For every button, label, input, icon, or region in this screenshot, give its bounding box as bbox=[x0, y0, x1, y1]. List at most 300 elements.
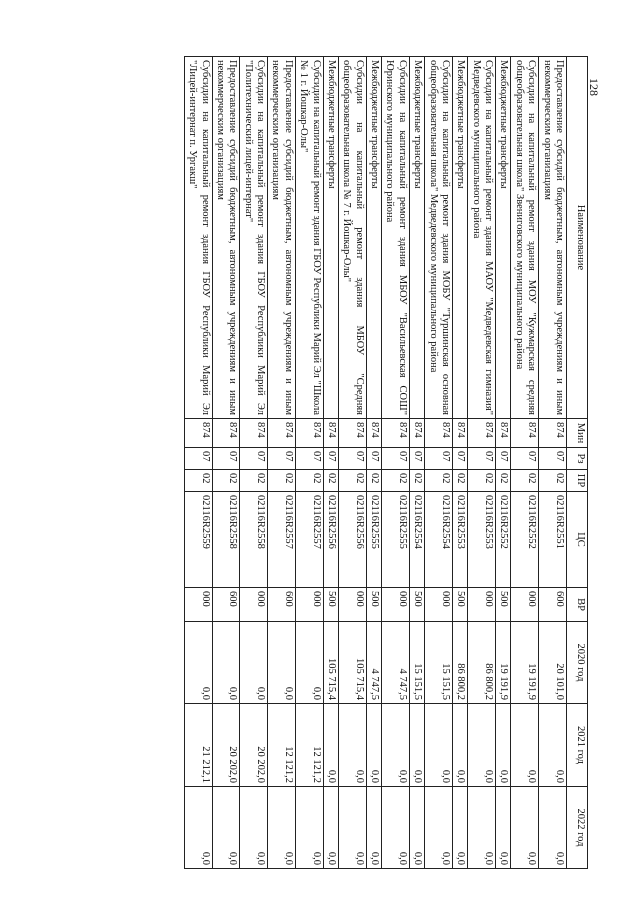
cell-rz-value: 07 bbox=[498, 451, 510, 462]
cell-vr-value: 500 bbox=[412, 591, 424, 607]
cell-name: Субсидии на капитальный ремонт здания ГБОУ Республики Марий Эл "Школа № 1 г. Йошкар-Олы" bbox=[295, 57, 323, 419]
cell-2021-value: 21 212,1 bbox=[199, 746, 211, 783]
cell-2022 bbox=[511, 787, 539, 869]
cell-min-value: 874 bbox=[282, 422, 294, 438]
cell-min-value: 874 bbox=[554, 422, 565, 438]
table-row bbox=[240, 57, 268, 869]
cell-pr bbox=[268, 470, 296, 492]
cell-2022-value: 0,0 bbox=[483, 851, 495, 865]
cell-vr bbox=[453, 588, 468, 622]
cell-2022-value: 0,0 bbox=[353, 851, 365, 865]
cell-cs-value: 02116R2553 bbox=[455, 495, 467, 549]
cell-min bbox=[323, 419, 338, 448]
col-header-cs: ЦС bbox=[567, 492, 588, 588]
cell-min bbox=[240, 419, 268, 448]
cell-pr bbox=[453, 470, 468, 492]
cell-rz bbox=[382, 448, 410, 470]
cell-2020 bbox=[323, 622, 338, 704]
cell-min bbox=[339, 419, 367, 448]
cell-rz-value: 07 bbox=[199, 451, 211, 462]
cell-min bbox=[212, 419, 240, 448]
cell-2021-value: 0,0 bbox=[455, 769, 467, 783]
cell-2020-value: 86 800,2 bbox=[455, 663, 467, 700]
cell-2021-value: 0,0 bbox=[440, 769, 451, 783]
cell-2022 bbox=[425, 787, 453, 869]
cell-2020-value: 0,0 bbox=[199, 686, 211, 700]
cell-2021 bbox=[268, 704, 296, 787]
cell-cs-value: 02116R2555 bbox=[396, 495, 408, 549]
cell-name: Межбюджетные трансферты bbox=[366, 57, 381, 419]
cell-pr-value: 02 bbox=[396, 473, 408, 484]
cell-min-value: 874 bbox=[227, 422, 239, 438]
col-header-vr: ВР bbox=[567, 588, 588, 622]
cell-vr-value: 000 bbox=[396, 591, 408, 607]
cell-rz-value: 07 bbox=[326, 451, 337, 462]
table-row bbox=[323, 57, 338, 869]
cell-rz-value: 07 bbox=[310, 451, 322, 462]
cell-min bbox=[295, 419, 323, 448]
cell-2020 bbox=[425, 622, 453, 704]
cell-rz bbox=[339, 448, 367, 470]
cell-vr-value: 600 bbox=[227, 591, 239, 607]
cell-pr bbox=[212, 470, 240, 492]
cell-name: Субсидии на капитальный ремонт здания МАОУ "Медведевская гимназия" Медведевского муниципального района bbox=[468, 57, 496, 419]
cell-pr-value: 02 bbox=[455, 473, 467, 484]
cell-2022-value: 0,0 bbox=[396, 851, 408, 865]
cell-cs bbox=[382, 492, 410, 588]
cell-pr bbox=[240, 470, 268, 492]
cell-2021 bbox=[184, 704, 212, 787]
cell-rz bbox=[511, 448, 539, 470]
table-row bbox=[212, 57, 240, 869]
cell-vr-value: 000 bbox=[440, 591, 451, 607]
cell-name: Субсидии на капитальный ремонт здания МОБУ "Туршинская основная общеобразовательная школа" Медведевского муниципального района bbox=[425, 57, 453, 419]
cell-vr-value: 000 bbox=[483, 591, 495, 607]
cell-pr-value: 02 bbox=[440, 473, 451, 484]
cell-cs bbox=[539, 492, 567, 588]
cell-2022 bbox=[453, 787, 468, 869]
cell-2021 bbox=[366, 704, 381, 787]
cell-min bbox=[468, 419, 496, 448]
cell-2020 bbox=[511, 622, 539, 704]
cell-cs-value: 02116R2556 bbox=[353, 495, 365, 549]
table-row bbox=[366, 57, 381, 869]
cell-rz bbox=[425, 448, 453, 470]
cell-min bbox=[366, 419, 381, 448]
cell-2020 bbox=[212, 622, 240, 704]
cell-vr bbox=[511, 588, 539, 622]
cell-pr-value: 02 bbox=[199, 473, 211, 484]
table-body bbox=[184, 57, 566, 869]
cell-2022-value: 0,0 bbox=[199, 851, 211, 865]
cell-vr bbox=[240, 588, 268, 622]
cell-vr bbox=[409, 588, 424, 622]
cell-pr-value: 02 bbox=[326, 473, 337, 484]
cell-2020-value: 105 715,4 bbox=[353, 658, 365, 700]
cell-pr-value: 02 bbox=[526, 473, 538, 484]
cell-cs bbox=[212, 492, 240, 588]
cell-2022 bbox=[496, 787, 511, 869]
cell-vr bbox=[184, 588, 212, 622]
cell-2020-value: 0,0 bbox=[282, 686, 294, 700]
cell-2021-value: 0,0 bbox=[526, 769, 538, 783]
cell-2020 bbox=[453, 622, 468, 704]
cell-min-value: 874 bbox=[353, 422, 365, 438]
cell-rz bbox=[212, 448, 240, 470]
cell-2021 bbox=[382, 704, 410, 787]
cell-2021 bbox=[425, 704, 453, 787]
cell-2022-value: 0,0 bbox=[326, 851, 337, 865]
cell-2021-value: 0,0 bbox=[326, 769, 337, 783]
cell-2022 bbox=[212, 787, 240, 869]
cell-cs bbox=[295, 492, 323, 588]
cell-rz bbox=[409, 448, 424, 470]
cell-name: Субсидии на капитальный ремонт здания ГБОУ Республики Марий Эл "Лицей-интернат п. Ургакш" bbox=[184, 57, 212, 419]
cell-2020 bbox=[468, 622, 496, 704]
table-row bbox=[539, 57, 567, 869]
table-row bbox=[425, 57, 453, 869]
cell-2020-value: 0,0 bbox=[310, 686, 322, 700]
cell-cs-value: 02116R2551 bbox=[554, 495, 565, 549]
cell-min-value: 874 bbox=[326, 422, 337, 438]
cell-2022 bbox=[339, 787, 367, 869]
cell-2021-value: 0,0 bbox=[483, 769, 495, 783]
cell-cs bbox=[453, 492, 468, 588]
cell-vr-value: 000 bbox=[526, 591, 538, 607]
cell-rz-value: 07 bbox=[353, 451, 365, 462]
cell-2021 bbox=[295, 704, 323, 787]
cell-min-value: 874 bbox=[310, 422, 322, 438]
cell-vr bbox=[212, 588, 240, 622]
cell-pr bbox=[366, 470, 381, 492]
cell-pr-value: 02 bbox=[498, 473, 510, 484]
cell-min-value: 874 bbox=[396, 422, 408, 438]
cell-min-value: 874 bbox=[455, 422, 467, 438]
cell-rz bbox=[295, 448, 323, 470]
cell-name: Субсидии на капитальный ремонт здания МБОУ "Васильевская СОШ" Юринского муниципального района bbox=[382, 57, 410, 419]
budget-table bbox=[184, 56, 588, 869]
cell-rz bbox=[539, 448, 567, 470]
cell-2020-value: 4 747,5 bbox=[369, 668, 381, 700]
cell-vr-value: 500 bbox=[369, 591, 381, 607]
cell-name: Межбюджетные трансферты bbox=[496, 57, 511, 419]
col-header-2020: 2020 год bbox=[567, 622, 588, 704]
cell-vr bbox=[496, 588, 511, 622]
cell-pr bbox=[339, 470, 367, 492]
cell-2022 bbox=[323, 787, 338, 869]
cell-min bbox=[425, 419, 453, 448]
cell-name: Предоставление субсидий бюджетным, автономным учреждениям и иным некоммерческим организациям bbox=[268, 57, 296, 419]
cell-cs bbox=[425, 492, 453, 588]
cell-2020 bbox=[366, 622, 381, 704]
cell-cs-value: 02116R2552 bbox=[498, 495, 510, 549]
cell-name: Предоставление субсидий бюджетным, автономным учреждениям и иным некоммерческим организациям bbox=[539, 57, 567, 419]
cell-cs-value: 02116R2557 bbox=[282, 495, 294, 549]
table-row bbox=[295, 57, 323, 869]
cell-rz-value: 07 bbox=[554, 451, 565, 462]
cell-name: Межбюджетные трансферты bbox=[453, 57, 468, 419]
cell-name: Предоставление субсидий бюджетным, автономным учреждениям и иным некоммерческим организациям bbox=[212, 57, 240, 419]
cell-2020-value: 20 101,0 bbox=[554, 663, 565, 700]
cell-rz-value: 07 bbox=[455, 451, 467, 462]
cell-2020 bbox=[184, 622, 212, 704]
cell-cs-value: 02116R2555 bbox=[369, 495, 381, 549]
cell-2020-value: 15 151,5 bbox=[440, 663, 451, 700]
cell-2022-value: 0,0 bbox=[526, 851, 538, 865]
page-number: 128 bbox=[587, 78, 601, 96]
cell-pr-value: 02 bbox=[353, 473, 365, 484]
cell-2021-value: 0,0 bbox=[396, 769, 408, 783]
cell-min-value: 874 bbox=[498, 422, 510, 438]
cell-min-value: 874 bbox=[412, 422, 424, 438]
cell-2022-value: 0,0 bbox=[227, 851, 239, 865]
cell-vr-value: 500 bbox=[498, 591, 510, 607]
cell-pr bbox=[496, 470, 511, 492]
cell-vr-value: 500 bbox=[326, 591, 337, 607]
cell-cs-value: 02116R2554 bbox=[412, 495, 424, 549]
cell-2022-value: 0,0 bbox=[255, 851, 267, 865]
cell-2022-value: 0,0 bbox=[440, 851, 451, 865]
cell-pr bbox=[468, 470, 496, 492]
cell-2020 bbox=[539, 622, 567, 704]
cell-pr-value: 02 bbox=[412, 473, 424, 484]
cell-2022 bbox=[409, 787, 424, 869]
cell-pr bbox=[539, 470, 567, 492]
cell-cs bbox=[511, 492, 539, 588]
cell-2022-value: 0,0 bbox=[369, 851, 381, 865]
cell-vr-value: 000 bbox=[353, 591, 365, 607]
cell-2020-value: 86 800,2 bbox=[483, 663, 495, 700]
cell-cs bbox=[468, 492, 496, 588]
cell-cs-value: 02116R2554 bbox=[440, 495, 451, 549]
col-header-min: Мин bbox=[567, 419, 588, 448]
cell-2021-value: 0,0 bbox=[353, 769, 365, 783]
cell-rz bbox=[468, 448, 496, 470]
cell-2021 bbox=[468, 704, 496, 787]
cell-rz bbox=[323, 448, 338, 470]
cell-rz bbox=[268, 448, 296, 470]
cell-2021 bbox=[339, 704, 367, 787]
cell-2020 bbox=[295, 622, 323, 704]
cell-vr bbox=[295, 588, 323, 622]
cell-vr bbox=[339, 588, 367, 622]
cell-min-value: 874 bbox=[440, 422, 451, 438]
cell-2021 bbox=[511, 704, 539, 787]
cell-name: Межбюджетные трансферты bbox=[323, 57, 338, 419]
cell-rz-value: 07 bbox=[412, 451, 424, 462]
cell-2021 bbox=[240, 704, 268, 787]
cell-min bbox=[268, 419, 296, 448]
cell-min-value: 874 bbox=[199, 422, 211, 438]
cell-cs bbox=[240, 492, 268, 588]
cell-2022 bbox=[366, 787, 381, 869]
cell-2021-value: 0,0 bbox=[369, 769, 381, 783]
cell-min-value: 874 bbox=[369, 422, 381, 438]
cell-2021 bbox=[453, 704, 468, 787]
cell-min bbox=[496, 419, 511, 448]
cell-vr bbox=[468, 588, 496, 622]
cell-2021-value: 12 121,2 bbox=[282, 746, 294, 783]
cell-cs-value: 02116R2559 bbox=[199, 495, 211, 549]
cell-2022 bbox=[539, 787, 567, 869]
cell-2020-value: 105 715,4 bbox=[326, 658, 337, 700]
cell-vr-value: 000 bbox=[255, 591, 267, 607]
table-row bbox=[382, 57, 410, 869]
cell-pr bbox=[323, 470, 338, 492]
cell-2022 bbox=[184, 787, 212, 869]
cell-2020 bbox=[240, 622, 268, 704]
cell-cs-value: 02116R2558 bbox=[255, 495, 267, 549]
cell-2022 bbox=[268, 787, 296, 869]
cell-pr-value: 02 bbox=[483, 473, 495, 484]
cell-2022-value: 0,0 bbox=[498, 851, 510, 865]
cell-cs-value: 02116R2553 bbox=[483, 495, 495, 549]
cell-2020 bbox=[268, 622, 296, 704]
col-header-name: Наименование bbox=[567, 57, 588, 419]
cell-vr bbox=[366, 588, 381, 622]
col-header-2022: 2022 год bbox=[567, 787, 588, 869]
table-row bbox=[409, 57, 424, 869]
table-row bbox=[268, 57, 296, 869]
cell-2022 bbox=[382, 787, 410, 869]
cell-2022-value: 0,0 bbox=[554, 851, 565, 865]
cell-vr bbox=[268, 588, 296, 622]
cell-rz bbox=[366, 448, 381, 470]
cell-min bbox=[184, 419, 212, 448]
cell-pr bbox=[295, 470, 323, 492]
cell-pr bbox=[184, 470, 212, 492]
cell-2022-value: 0,0 bbox=[282, 851, 294, 865]
cell-2020-value: 19 191,9 bbox=[498, 663, 510, 700]
cell-vr-value: 500 bbox=[455, 591, 467, 607]
cell-pr-value: 02 bbox=[227, 473, 239, 484]
cell-pr bbox=[425, 470, 453, 492]
cell-rz-value: 07 bbox=[396, 451, 408, 462]
cell-cs bbox=[409, 492, 424, 588]
cell-pr-value: 02 bbox=[310, 473, 322, 484]
cell-2020-value: 19 191,9 bbox=[526, 663, 538, 700]
cell-2020 bbox=[409, 622, 424, 704]
cell-rz bbox=[184, 448, 212, 470]
cell-vr-value: 600 bbox=[554, 591, 565, 607]
cell-vr-value: 600 bbox=[282, 591, 294, 607]
table-row bbox=[468, 57, 496, 869]
cell-2021 bbox=[539, 704, 567, 787]
table-row bbox=[496, 57, 511, 869]
cell-2022-value: 0,0 bbox=[455, 851, 467, 865]
cell-2021 bbox=[496, 704, 511, 787]
cell-vr bbox=[382, 588, 410, 622]
cell-min bbox=[453, 419, 468, 448]
table-row bbox=[453, 57, 468, 869]
cell-cs bbox=[268, 492, 296, 588]
cell-pr-value: 02 bbox=[369, 473, 381, 484]
cell-2021-value: 20 202,0 bbox=[255, 746, 267, 783]
cell-2021-value: 0,0 bbox=[412, 769, 424, 783]
cell-pr bbox=[409, 470, 424, 492]
cell-min-value: 874 bbox=[526, 422, 538, 438]
cell-min bbox=[539, 419, 567, 448]
cell-2021 bbox=[212, 704, 240, 787]
cell-rz bbox=[453, 448, 468, 470]
cell-name: Субсидии на капитальный ремонт здания МОУ "Кужмарская средняя общеобразовательная школа" Звениговского муниципального района bbox=[511, 57, 539, 419]
cell-cs-value: 02116R2552 bbox=[526, 495, 538, 549]
cell-rz-value: 07 bbox=[369, 451, 381, 462]
cell-2022 bbox=[295, 787, 323, 869]
cell-pr-value: 02 bbox=[554, 473, 565, 484]
cell-cs bbox=[323, 492, 338, 588]
cell-2021-value: 12 121,2 bbox=[310, 746, 322, 783]
table-row bbox=[184, 57, 212, 869]
col-header-pr: ПР bbox=[567, 470, 588, 492]
cell-cs-value: 02116R2556 bbox=[326, 495, 337, 549]
cell-pr bbox=[382, 470, 410, 492]
cell-2020-value: 0,0 bbox=[255, 686, 267, 700]
cell-vr-value: 000 bbox=[310, 591, 322, 607]
cell-name: Субсидии на капитальный ремонт здания ГБОУ Республики Марий Эл "Политехнический лицей-интернат" bbox=[240, 57, 268, 419]
cell-2020-value: 0,0 bbox=[227, 686, 239, 700]
cell-vr bbox=[425, 588, 453, 622]
rotated-page bbox=[92, 56, 588, 868]
table-row bbox=[339, 57, 367, 869]
cell-vr bbox=[323, 588, 338, 622]
cell-2020 bbox=[496, 622, 511, 704]
cell-rz bbox=[496, 448, 511, 470]
cell-vr bbox=[539, 588, 567, 622]
cell-2020-value: 15 151,5 bbox=[412, 663, 424, 700]
cell-cs bbox=[496, 492, 511, 588]
cell-rz-value: 07 bbox=[526, 451, 538, 462]
cell-2021-value: 20 202,0 bbox=[227, 746, 239, 783]
cell-2022 bbox=[240, 787, 268, 869]
cell-pr bbox=[511, 470, 539, 492]
cell-rz-value: 07 bbox=[440, 451, 451, 462]
cell-name: Межбюджетные трансферты bbox=[409, 57, 424, 419]
cell-cs bbox=[339, 492, 367, 588]
col-header-2021: 2021 год bbox=[567, 704, 588, 787]
cell-2020 bbox=[382, 622, 410, 704]
cell-pr-value: 02 bbox=[255, 473, 267, 484]
cell-2021-value: 0,0 bbox=[498, 769, 510, 783]
cell-min bbox=[511, 419, 539, 448]
cell-cs bbox=[184, 492, 212, 588]
cell-rz bbox=[240, 448, 268, 470]
table-row bbox=[511, 57, 539, 869]
cell-pr-value: 02 bbox=[282, 473, 294, 484]
cell-2020-value: 4 747,5 bbox=[396, 668, 408, 700]
cell-min bbox=[382, 419, 410, 448]
cell-2020 bbox=[339, 622, 367, 704]
cell-2022-value: 0,0 bbox=[310, 851, 322, 865]
table-header-row bbox=[567, 57, 588, 869]
cell-2021-value: 0,0 bbox=[554, 769, 565, 783]
cell-2021 bbox=[323, 704, 338, 787]
cell-rz-value: 07 bbox=[227, 451, 239, 462]
cell-min-value: 874 bbox=[255, 422, 267, 438]
cell-name: Субсидии на капитальный ремонт здания МБОУ "Средняя общеобразовательная школа № 7 г. Йошкар-Олы" bbox=[339, 57, 367, 419]
cell-min-value: 874 bbox=[483, 422, 495, 438]
cell-2021 bbox=[409, 704, 424, 787]
cell-cs-value: 02116R2558 bbox=[227, 495, 239, 549]
cell-rz-value: 07 bbox=[255, 451, 267, 462]
cell-cs-value: 02116R2557 bbox=[310, 495, 322, 549]
cell-2022-value: 0,0 bbox=[412, 851, 424, 865]
cell-cs bbox=[366, 492, 381, 588]
cell-2022 bbox=[468, 787, 496, 869]
cell-rz-value: 07 bbox=[282, 451, 294, 462]
cell-rz-value: 07 bbox=[483, 451, 495, 462]
cell-vr-value: 000 bbox=[199, 591, 211, 607]
